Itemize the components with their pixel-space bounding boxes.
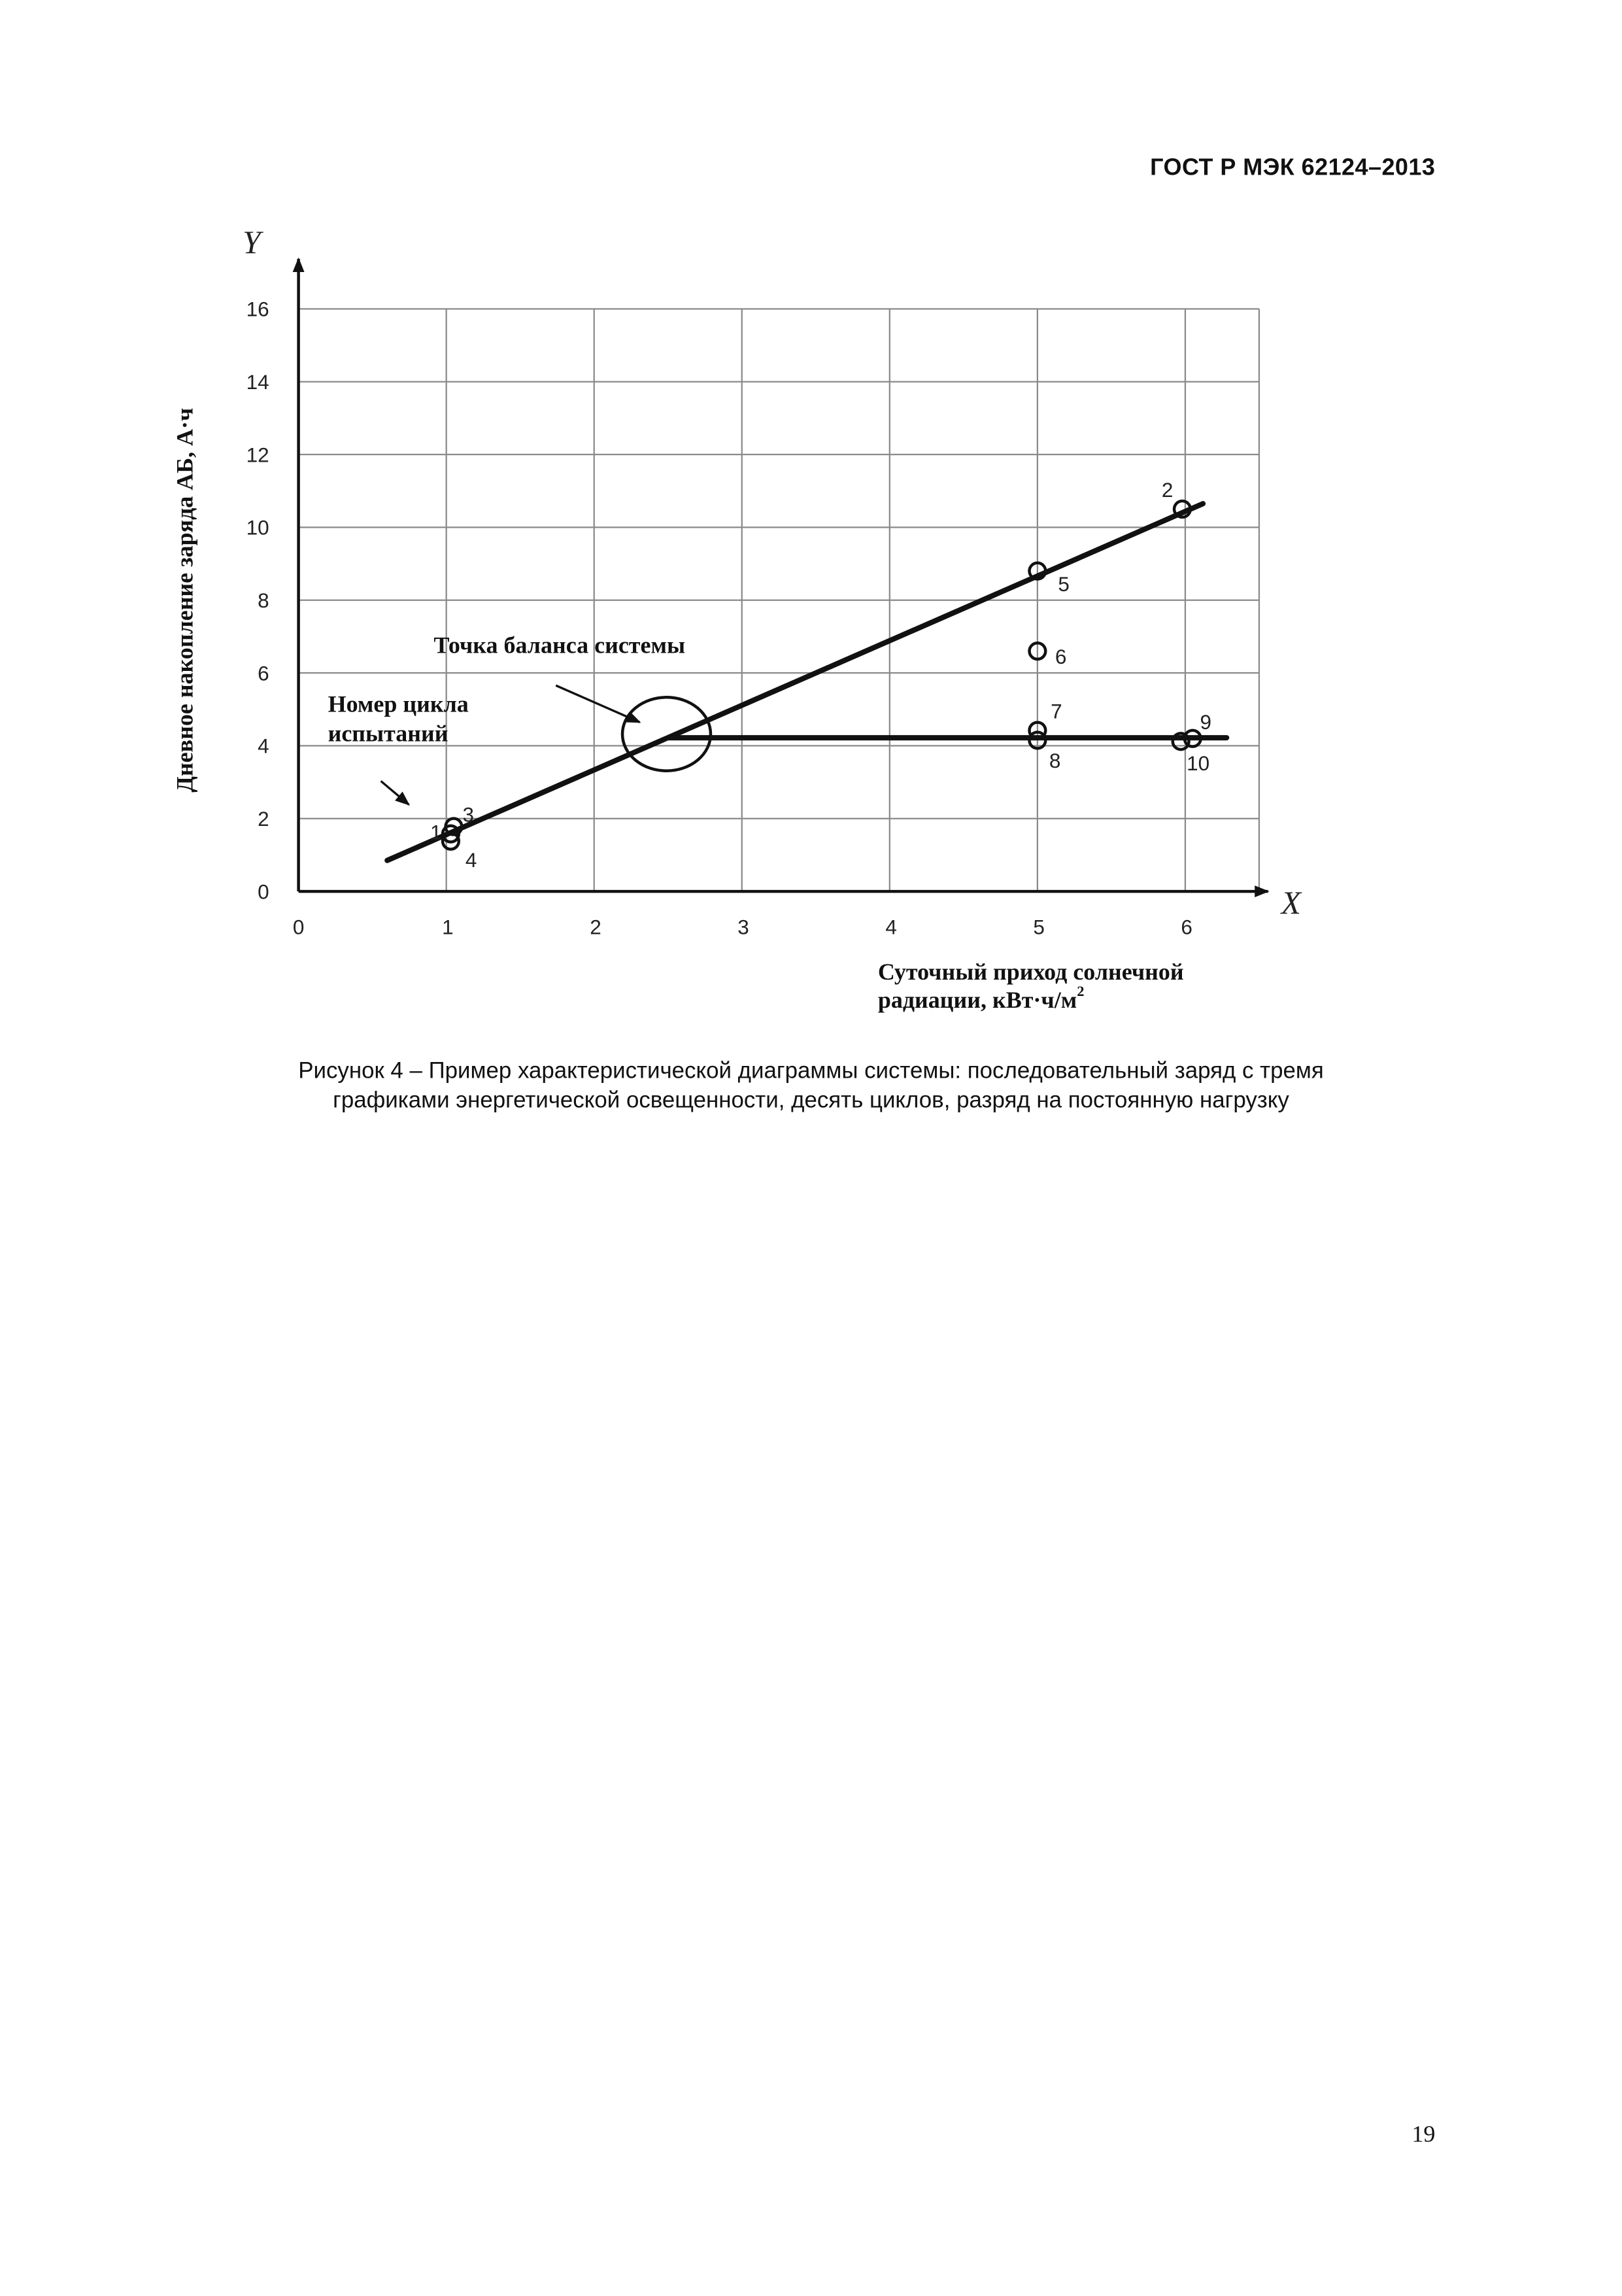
- x-axis-label-superscript: 2: [1077, 984, 1085, 1000]
- figure-caption: [0, 1057, 1622, 1116]
- y-axis-label: Дневное накопление заряда АБ, А·ч: [173, 407, 199, 793]
- caption-line-2: графиками энергетической освещенности, десять циклов, разряд на постоянную нагрузку: [333, 1088, 1289, 1114]
- x-axis-label: [878, 959, 1184, 1015]
- cycle-number-annotation: [328, 691, 469, 750]
- x-axis-label-line-1: Суточный приход солнечной: [877, 960, 1184, 986]
- y-tick-label: 8: [258, 588, 269, 612]
- y-tick-label: 10: [246, 515, 269, 540]
- x-axis-label-line-2-text: радиации, кВт·ч/м: [877, 988, 1077, 1014]
- data-point-label-3: 3: [462, 802, 474, 827]
- x-tick-label: 3: [737, 915, 749, 939]
- x-axis-letter: X: [1281, 884, 1301, 921]
- data-point-label-2: 2: [1161, 477, 1174, 502]
- data-point-label-6: 6: [1055, 645, 1067, 669]
- balance-annotation-arrow: [556, 685, 639, 722]
- data-point-label-1: 1: [430, 820, 442, 844]
- y-tick-label: 16: [246, 297, 269, 321]
- data-point-label-10: 10: [1187, 751, 1210, 776]
- x-tick-label: 4: [885, 915, 897, 939]
- x-tick-label: 1: [442, 915, 454, 939]
- y-tick-label: 6: [258, 661, 269, 685]
- y-axis-letter: Y: [243, 224, 261, 260]
- chart: [0, 0, 1622, 1118]
- data-point-label-8: 8: [1049, 749, 1061, 773]
- x-axis-label-line-2: [877, 984, 1184, 1015]
- data-point-label-5: 5: [1058, 572, 1070, 596]
- x-tick-label: 6: [1181, 915, 1192, 939]
- caption-line-1: Рисунок 4 – Пример характеристической диаграммы системы: последовательный заряд с тремя: [298, 1059, 1324, 1084]
- page-number: 19: [1411, 2122, 1436, 2148]
- data-point-label-7: 7: [1051, 699, 1062, 723]
- y-tick-label: 0: [258, 880, 269, 904]
- cycle-annotation-arrow: [381, 781, 409, 804]
- series-line-1: [387, 504, 1203, 861]
- x-tick-label: 0: [292, 915, 305, 939]
- data-point-label-9: 9: [1200, 710, 1212, 734]
- cycle-annotation-line-2: испытаний: [328, 722, 448, 747]
- balance-point-circle: [622, 697, 711, 770]
- balance-point-annotation: Точка баланса системы: [433, 634, 686, 659]
- x-tick-label: 5: [1033, 915, 1045, 939]
- data-point-label-4: 4: [465, 848, 477, 872]
- y-tick-label: 2: [258, 806, 269, 831]
- x-tick-label: 2: [590, 915, 601, 939]
- y-tick-label: 4: [258, 734, 269, 758]
- y-tick-label: 12: [246, 443, 269, 467]
- cycle-annotation-line-1: Номер цикла: [328, 693, 469, 718]
- document-header: ГОСТ Р МЭК 62124–2013: [1150, 156, 1436, 181]
- y-tick-label: 14: [246, 369, 269, 394]
